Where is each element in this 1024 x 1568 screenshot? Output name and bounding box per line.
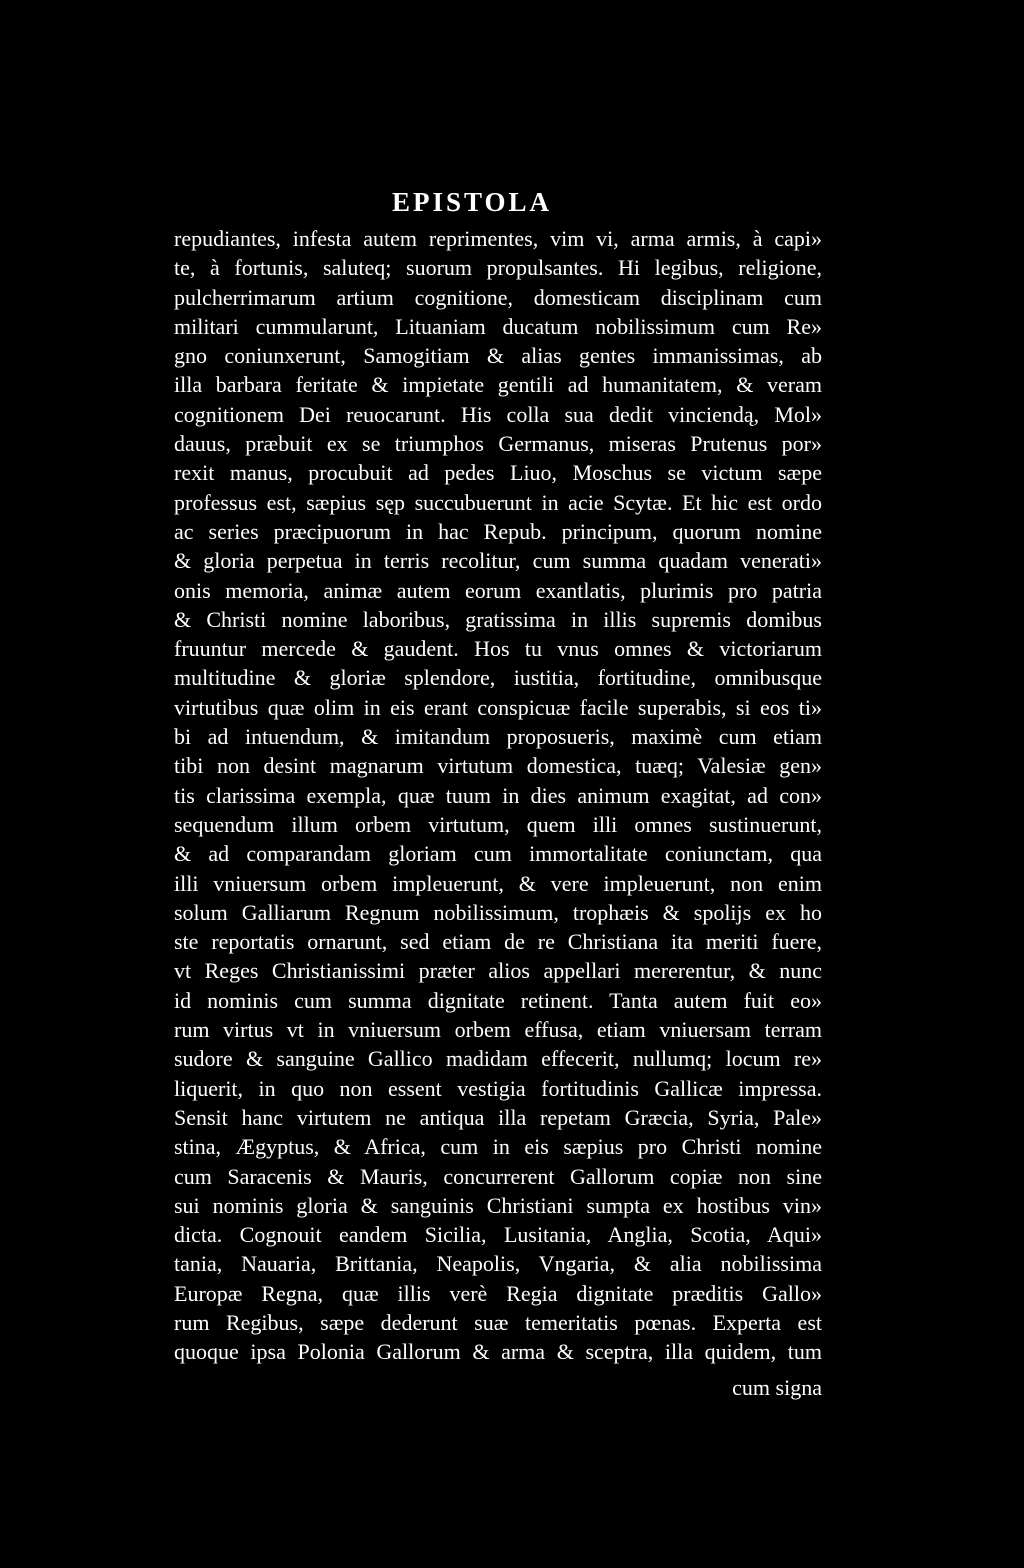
text-line: fruuntur mercede & gaudent. Hos tu vnus omnes & victoriarum	[174, 636, 822, 662]
text-line: repudiantes, infesta autem reprimentes, vim vi, arma armis, à capi»	[174, 226, 822, 251]
text-line: sui nominis gloria & sanguinis Christiani sumpta ex hostibus vin»	[174, 1192, 822, 1218]
text-line: militari cummularunt, Lituaniam ducatum nobilissimum cum Re»	[174, 313, 822, 339]
text-line: sudore & sanguine Gallico madidam effecerit, nullumq; locum re»	[174, 1046, 822, 1072]
text-line: Sensit hanc virtutem ne antiqua illa repetam Græcia, Syria, Pale»	[174, 1104, 822, 1130]
text-line: vt Reges Christianissimi præter alios appellari mererentur, & nunc	[174, 958, 822, 984]
text-line: onis memoria, animæ autem eorum exantlatis, plurimis pro patria	[174, 577, 822, 603]
text-line: cum Saracenis & Mauris, concurrerent Gallorum copiæ non sine	[174, 1163, 822, 1189]
text-line: professus est, sæpius sęp succubuerunt in acie Scytæ. Et hic est ordo	[174, 489, 822, 515]
text-line: & Christi nomine laboribus, gratissima in illis supremis domibus	[174, 606, 822, 632]
text-line: illa barbara feritate & impietate gentili ad humanitatem, & veram	[174, 372, 822, 398]
text-line: & gloria perpetua in terris recolitur, cum summa quadam venerati»	[174, 548, 822, 574]
catchword: cum signa	[732, 1374, 822, 1400]
body-text	[174, 224, 822, 1402]
text-line: dauus, præbuit ex se triumphos Germanus, miseras Prutenus por»	[174, 431, 822, 457]
text-line: id nominis cum summa dignitate retinent. Tanta autem fuit eo»	[174, 987, 822, 1013]
text-line: rum virtus vt in vniuersum orbem effusa, etiam vniuersam terram	[174, 1017, 822, 1043]
text-line: & ad comparandam gloriam cum immortalitate coniunctam, qua	[174, 841, 822, 867]
text-line: Europæ Regna, quæ illis verè Regia dignitate præditis Gallo»	[174, 1280, 822, 1306]
text-line: multitudine & gloriæ splendore, iustitia, fortitudine, omnibusque	[174, 665, 822, 691]
text-line: liquerit, in quo non essent vestigia fortitudinis Gallicæ impressa.	[174, 1075, 822, 1101]
text-line: illi vniuersum orbem impleuerunt, & vere impleuerunt, non enim	[174, 870, 822, 896]
text-line: tania, Nauaria, Brittania, Neapolis, Vngaria, & alia nobilissima	[174, 1251, 822, 1277]
running-head: EPISTOLA	[392, 187, 553, 217]
text-line: ste reportatis ornarunt, sed etiam de re Christiana ita meriti fuere,	[174, 929, 822, 955]
text-line: rexit manus, procubuit ad pedes Liuo, Moschus se victum sæpe	[174, 460, 822, 486]
text-line: sequendum illum orbem virtutum, quem illi omnes sustinuerunt,	[174, 811, 822, 837]
text-line: dicta. Cognouit eandem Sicilia, Lusitania, Anglia, Scotia, Aqui»	[174, 1222, 822, 1248]
text-line: pulcherrimarum artium cognitione, domesticam disciplinam cum	[174, 284, 822, 310]
text-line: rum Regibus, sæpe dederunt suæ temeritatis pœnas. Experta est	[174, 1309, 822, 1335]
text-line: quoque ipsa Polonia Gallorum & arma & sceptra, illa quidem, tum	[174, 1339, 822, 1365]
text-line: tibi non desint magnarum virtutum domestica, tuæq; Valesiæ gen»	[174, 753, 822, 779]
text-line: te, à fortunis, saluteq; suorum propulsantes. Hi legibus, religione,	[174, 255, 822, 281]
text-line: virtutibus quæ olim in eis erant conspicuæ facile superabis, si eos ti»	[174, 694, 822, 720]
text-line: ac series præcipuorum in hac Repub. principum, quorum nomine	[174, 518, 822, 544]
text-line: gno coniunxerunt, Samogitiam & alias gentes immanissimas, ab	[174, 343, 822, 369]
text-line: stina, Ægyptus, & Africa, cum in eis sæpius pro Christi nomine	[174, 1134, 822, 1160]
text-line: tis clarissima exempla, quæ tuum in dies animum exagitat, ad con»	[174, 782, 822, 808]
text-line: cognitionem Dei reuocarunt. His colla sua dedit vinciendą, Mol»	[174, 401, 822, 427]
text-line: solum Galliarum Regnum nobilissimum, trophæis & spolijs ex ho	[174, 899, 822, 925]
text-line: bi ad intuendum, & imitandum proposueris, maximè cum etiam	[174, 724, 822, 750]
